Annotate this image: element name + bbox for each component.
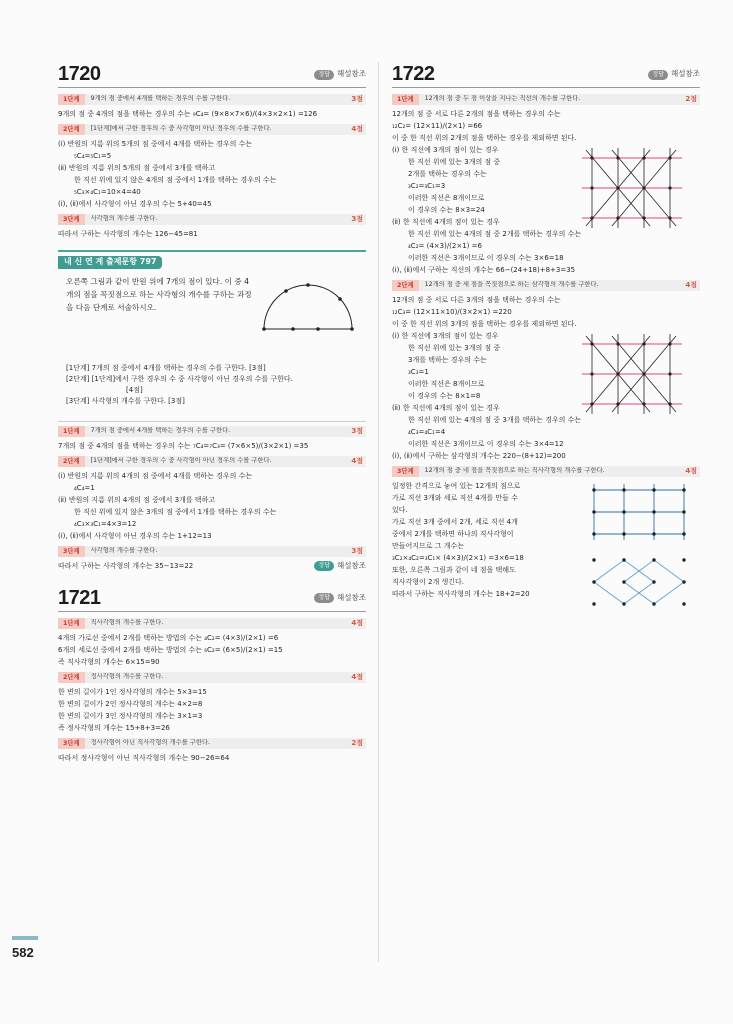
answer-badge: 정답 (314, 561, 334, 571)
step-score: 4점 (685, 280, 697, 289)
answer-ref (314, 593, 366, 603)
answer-ref (648, 69, 700, 79)
step-score: 4점 (685, 466, 697, 475)
solution-line: ₃C₂×₄C₂=₃C₁× (4×3)/(2×1) =3×6=18 (392, 554, 524, 562)
step-score: 4점 (351, 618, 363, 627)
step-label: 3단계 (58, 214, 85, 225)
solution-line: 가로 직선 3개 중에서 2개, 세로 직선 4개 (392, 518, 518, 526)
step-bar (58, 672, 366, 683)
solution-line: 한 변의 길이가 2인 정사각형의 개수는 4×2=8 (58, 699, 203, 708)
solution-line: 이 경우의 수는 8×1=8 (408, 392, 481, 400)
solution-line: (ⅰ) 한 직선에 3개의 점이 있는 경우 (392, 332, 499, 340)
line-grid-figure-1 (582, 148, 682, 228)
step-desc: 7개의 점 중에서 4개를 택하는 경우의 수를 구한다. (90, 427, 231, 435)
step-label: 1단계 (58, 94, 85, 105)
solution-line: 한 직선 위에 있는 4개의 점 중 2개를 택하는 경우의 수는 (408, 230, 582, 238)
linked-problem-text: 오른쪽 그림과 같이 반원 위에 7개의 점이 있다. 이 중 4개의 점을 꼭짓점으로 하는 사각형의 개수를 구하는 과정을 다음 단계로 서술하시오. (66, 276, 252, 312)
solution-line: 4개의 가로선 중에서 2개를 택하는 방법의 수는 ₄C₂= (4×3)/(2×1) =6 (58, 633, 279, 642)
step-label: 2단계 (392, 280, 419, 291)
solution-line: 12개의 점 중 서로 다른 2개의 점을 택하는 경우의 수는 (392, 110, 561, 118)
step-score: 3점 (351, 214, 363, 223)
step-score: 3점 (351, 546, 363, 555)
step-label: 2단계 (58, 124, 85, 135)
step-label: 3단계 (392, 466, 419, 477)
step-desc: [1단계]에서 구한 경우의 수 중 사각형이 아닌 경우의 수를 구한다. (90, 457, 272, 465)
step2-block (392, 294, 700, 462)
solution-line: 이 중 한 직선 위의 2개의 점을 택하는 경우를 제외하면 된다. (392, 134, 577, 142)
step-score: 4점 (351, 672, 363, 681)
step-label: 1단계 (392, 94, 419, 105)
solution-line: 가로 직선 3개와 세로 직선 4개를 만들 수 (392, 494, 518, 502)
solution-line: (ⅰ), (ⅱ)에서 구하는 삼각형의 개수는 220−(8+12)=200 (392, 452, 566, 460)
solution-line: (ⅰ), (ⅱ)에서 구하는 직선의 개수는 66−(24+18)+8+3=35 (392, 266, 576, 274)
problem-number: 1722 (392, 63, 435, 85)
answer-badge: 정답 (648, 70, 668, 80)
solution-line: (ⅰ) 반원의 지름 위의 5개의 점 중에서 4개를 택하는 경우의 수는 (58, 140, 253, 148)
solution-line: 또한, 오른쪽 그림과 같이 네 점을 택해도 (392, 566, 516, 574)
solution-line: 직사각형이 2개 생긴다. (392, 578, 464, 586)
solution-line: 이 중 한 직선 위의 3개의 점을 택하는 경우를 제외하면 된다. (392, 320, 577, 328)
solution-line: (ⅱ) 한 직선에 4개의 점이 있는 경우 (392, 218, 500, 226)
answer-ref-text: 해설참조 (337, 560, 366, 570)
answer-ref-text: 해설참조 (671, 69, 700, 79)
linked-problem-steps (66, 363, 356, 407)
problem-number: 1720 (58, 63, 101, 85)
step-desc: 12개의 점 중 네 점을 꼭짓점으로 하는 직사각형의 개수를 구한다. (424, 467, 605, 475)
step-score: 4점 (351, 456, 363, 465)
solution-line: (ⅰ) 반원의 지름 위의 4개의 점 중에서 4개를 택하는 경우의 수는 (58, 471, 253, 480)
solution-line: ₅C₄=₅C₁=5 (74, 152, 112, 160)
answer-ref (314, 560, 366, 572)
step-desc: 직사각형의 개수를 구한다. (90, 619, 164, 627)
step-desc: 9개의 점 중에서 4개를 택하는 경우의 수를 구한다. (90, 95, 231, 103)
solution-line: 12개의 점 중 서로 다른 3개의 점을 택하는 경우의 수는 (392, 296, 561, 304)
step-desc: 12개의 점 중 두 점 이상을 지나는 직선의 개수를 구한다. (424, 95, 581, 103)
tilted-rectangle-figure (588, 552, 692, 612)
solution-line: 한 직선 위에 있는 3개의 점 중 (408, 158, 501, 166)
solution-line: 7개의 점 중 4개의 점을 택하는 경우의 수는 ₇C₄=₇C₃= (7×6×5)/(3×2×1) =35 (58, 441, 309, 450)
problem-1722-header (392, 62, 700, 88)
solution-line: 이러한 직선은 3개이므로 이 경우의 수는 3×6=18 (408, 254, 564, 262)
solution-line: (ⅱ) 반원의 지름 위의 4개의 점 중에서 3개를 택하고 (58, 495, 216, 504)
line-grid-figure-2 (582, 334, 682, 414)
solution-line: 만들어지므로 그 개수는 (392, 542, 465, 550)
solution-line: 한 직선 위에 있지 않은 3개의 점 중에서 1개를 택하는 경우의 수는 (74, 507, 277, 516)
solution-line: 2개를 택하는 경우의 수는 (408, 170, 487, 178)
solution-line: 3개를 택하는 경우의 수는 (408, 356, 487, 364)
solution-line: 있다. (392, 506, 408, 514)
solution-line: 즉 직사각형의 개수는 6×15=90 (58, 657, 160, 666)
solution-line: 한 변의 길이가 1인 정사각형의 개수는 5×3=15 (58, 687, 207, 696)
step-desc: 정사각형이 아닌 직사각형의 개수를 구한다. (90, 739, 211, 747)
step-bar (58, 456, 366, 467)
solution-line: (ⅰ), (ⅱ)에서 사각형이 아닌 경우의 수는 5+40=45 (58, 200, 212, 208)
step-score: 4점 (351, 124, 363, 133)
linked-step: [3단계] 사각형의 개수를 구한다. [3점] (66, 396, 185, 405)
solution-line: ₁₂C₂= (12×11)/(2×1) =66 (392, 122, 483, 130)
step-bar (58, 618, 366, 629)
left-column (58, 62, 366, 764)
solution-line: ₄C₃=₄C₁=4 (408, 428, 446, 436)
rectangle-grid-figure (588, 482, 692, 542)
page-number: 582 (12, 945, 34, 960)
solution-line: 9개의 점 중 4개의 점을 택하는 경우의 수는 ₉C₄= (9×8×7×6)/(4×3×2×1) =126 (58, 110, 318, 118)
solution-line: ₄C₃×₃C₁=4×3=12 (74, 519, 137, 528)
solution-line: (ⅱ) 반원의 지름 위의 5개의 점 중에서 3개를 택하고 (58, 164, 216, 172)
solution-line: 한 직선 위에 있지 않은 4개의 점 중에서 1개를 택하는 경우의 수는 (74, 176, 277, 184)
step-label: 3단계 (58, 546, 85, 557)
step-desc: 사각형의 개수를 구한다. (90, 215, 158, 223)
solution-line: ₃C₃=1 (408, 368, 429, 376)
step-bar (58, 214, 366, 225)
step-score: 3점 (351, 94, 363, 103)
solution-line: 이러한 직선은 3개이므로 이 경우의 수는 3×4=12 (408, 440, 564, 448)
answer-badge: 정답 (314, 70, 334, 80)
problem-number: 1721 (58, 586, 101, 609)
solution-line: ₄C₂= (4×3)/(2×1) =6 (408, 242, 482, 250)
right-column (392, 62, 700, 600)
step-bar (58, 94, 366, 105)
solution-line: (ⅱ) 한 직선에 4개의 점이 있는 경우 (392, 404, 500, 412)
step-score: 3점 (351, 426, 363, 435)
step-bar (58, 426, 366, 437)
step-bar (392, 280, 700, 291)
answer-ref (314, 69, 366, 79)
step1-block (392, 108, 700, 276)
linked-step: [4점] (126, 385, 143, 394)
step-desc: 사각형의 개수를 구한다. (90, 547, 158, 555)
answer-ref-text: 해설참조 (337, 593, 366, 603)
step-label: 3단계 (58, 738, 85, 749)
solution-line: 즉 정사각형의 개수는 15+8+3=26 (58, 723, 170, 732)
step-score: 2점 (351, 738, 363, 747)
solution-line (58, 560, 366, 572)
solution-line: 이 경우의 수는 8×3=24 (408, 206, 485, 214)
solution-line: 이러한 직선은 8개이므로 (408, 380, 485, 388)
problem-1720-header (58, 62, 366, 88)
page-number-bar (12, 936, 38, 940)
solution-line: ₃C₂=₃C₁=3 (408, 182, 446, 190)
semicircle-figure (258, 277, 358, 337)
linked-problem-body (58, 275, 366, 417)
solution-line: (ⅰ), (ⅱ)에서 사각형이 아닌 경우의 수는 1+12=13 (58, 531, 212, 540)
linked-problem-box (58, 250, 366, 422)
linked-step: [1단계] 7개의 점 중에서 4개를 택하는 경우의 수를 구한다. [3점] (66, 363, 266, 372)
step3-block (392, 480, 700, 600)
column-divider (378, 62, 379, 962)
step-label: 2단계 (58, 456, 85, 467)
step-label: 1단계 (58, 618, 85, 629)
solution-line: 한 직선 위에 있는 3개의 점 중 (408, 344, 501, 352)
step-desc: [1단계]에서 구한 경우의 수 중 사각형이 아닌 경우의 수를 구한다. (90, 125, 272, 133)
step-label: 1단계 (58, 426, 85, 437)
linked-step: [2단계] [1단계]에서 구한 경우의 수 중 사각형이 아닌 경우의 수를 구한다. (66, 374, 293, 383)
step-desc: 정사각형의 개수를 구한다. (90, 673, 164, 681)
solution-line: 6개의 세로선 중에서 2개를 택하는 방법의 수는 ₆C₂= (6×5)/(2×1) =15 (58, 645, 283, 654)
step-desc: 12개의 점 중 세 점을 꼭짓점으로 하는 삼각형의 개수를 구한다. (424, 281, 599, 289)
step-bar (392, 94, 700, 105)
solution-line: 일정한 간격으로 놓여 있는 12개의 점으로 (392, 482, 521, 490)
solution-text: 따라서 구하는 사각형의 개수는 35−13=22 (58, 561, 194, 570)
step-bar (58, 546, 366, 557)
step-score: 2점 (685, 94, 697, 103)
problem-1721-header (58, 586, 366, 612)
solution-line: ₄C₄=1 (74, 483, 95, 492)
answer-badge: 정답 (314, 593, 334, 603)
step-label: 2단계 (58, 672, 85, 683)
solution-line: 한 변의 길이가 3인 정사각형의 개수는 3×1=3 (58, 711, 203, 720)
linked-problem-tag: 내 신 연 계 출제문항 797 (58, 256, 162, 269)
solution-line: 이러한 직선은 8개이므로 (408, 194, 485, 202)
solution-line: 따라서 구하는 직사각형의 개수는 18+2=20 (392, 590, 530, 598)
solution-line: ₁₂C₃= (12×11×10)/(3×2×1) =220 (392, 308, 512, 316)
step-bar (392, 466, 700, 477)
solution-line: 따라서 구하는 사각형의 개수는 126−45=81 (58, 230, 198, 238)
step-bar (58, 124, 366, 135)
solution-line: 따라서 정사각형이 아닌 직사각형의 개수는 90−26=64 (58, 753, 230, 762)
solution-line: ₅C₃×₄C₁=10×4=40 (74, 188, 141, 196)
solution-line: (ⅰ) 한 직선에 3개의 점이 있는 경우 (392, 146, 499, 154)
solution-line: 중에서 2개를 택하면 하나의 직사각형이 (392, 530, 514, 538)
solution-line: 한 직선 위에 있는 4개의 점 중 3개를 택하는 경우의 수는 (408, 416, 582, 424)
step-bar (58, 738, 366, 749)
answer-ref-text: 해설참조 (337, 69, 366, 79)
